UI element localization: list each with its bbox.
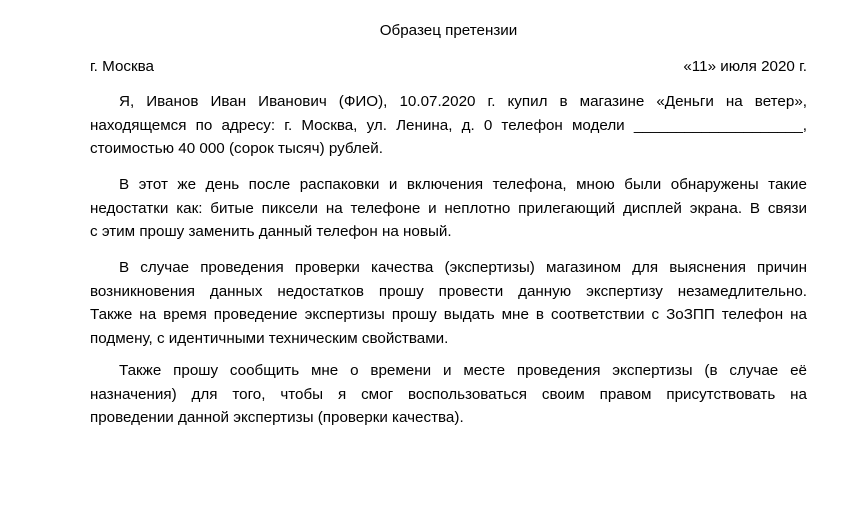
paragraph-line: проведении данной экспертизы (проверки качества).: [90, 409, 464, 426]
paragraph-notification: [90, 359, 807, 430]
paragraph-expertise: [90, 256, 807, 350]
document-date: «11» июля 2020 г.: [683, 58, 807, 75]
paragraph-line: подмену, с идентичными техническим свойствами.: [90, 329, 449, 347]
paragraph-defects: [90, 173, 807, 244]
paragraph-line: В этот же день после распаковки и включения телефона, мною были обнаружены такие: [119, 176, 807, 193]
paragraph-line: с этим прошу заменить данный телефон на новый.: [90, 223, 452, 240]
document-title: Образец претензии: [379, 22, 518, 39]
paragraph-line: Также прошу сообщить мне о времени и месте проведения экспертизы (в случае её: [119, 362, 807, 379]
paragraph-line: возникновения данных недостатков прошу провести данную экспертизу незамедлительно.: [90, 282, 807, 300]
paragraph-line: Я, Иванов Иван Иванович (ФИО), 10.07.2020 г. купил в магазине «Деньги на ветер»,: [119, 93, 807, 110]
document-city: г. Москва: [90, 58, 154, 75]
paragraph-line: недостатки как: битые пиксели на телефоне и неплотно прилегающий дисплей экрана. В связи: [90, 199, 807, 217]
paragraph-line: Также на время проведение экспертизы прошу выдать мне в соответствии с ЗоЗПП телефон на: [90, 306, 807, 323]
paragraph-line: В случае проведения проверки качества (экспертизы) магазином для выяснения причин: [119, 259, 807, 276]
paragraph-line: назначения) для того, чтобы я смог воспользоваться своим правом присутствовать на: [90, 385, 807, 403]
paragraph-line: стоимостью 40 000 (сорок тысяч) рублей.: [90, 140, 383, 157]
paragraph-line: находящемся по адресу: г. Москва, ул. Ленина, д. 0 телефон модели ____________________,: [90, 116, 807, 134]
paragraph-purchase: [90, 90, 807, 161]
